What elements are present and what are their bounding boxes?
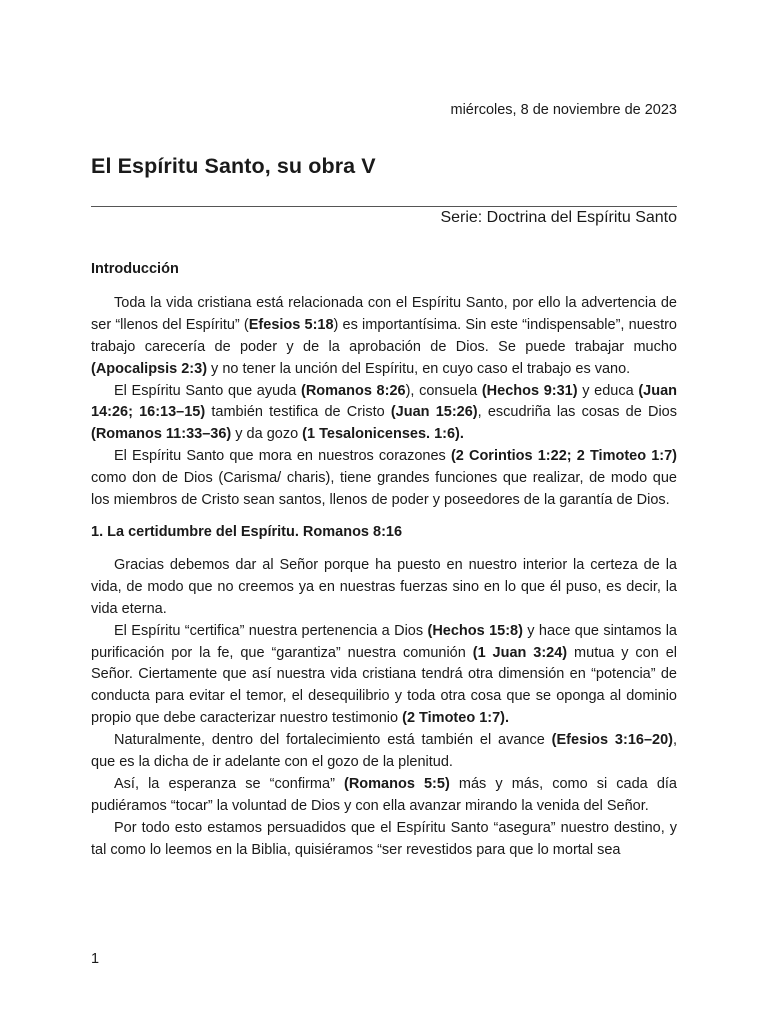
document-body (91, 259, 677, 862)
page-number: 1 (91, 951, 100, 967)
scripture-reference: (1 Tesalonicenses. 1:6). (302, 426, 464, 443)
scripture-reference: (Apocalipsis 2:3) (91, 360, 208, 377)
scripture-reference: (1 Juan 3:24) (472, 644, 568, 661)
section-1-paragraph: El Espíritu “certifica” nuestra pertenencia a Dios (Hechos 15:8) y hace que sintamos la purificación por la fe, que “garantiza” nuestra comunión (1 Juan 3:24) mutua y con el Señor. Ciertamente que así nuestra vida cristiana tendrá otra dimensión en “potencia” de conducta para evitar el temor, el desequilibrio y toda otra cosa que se oponga al dominio propio que debe caracterizar nuestro testimonio (2 Timoteo 1:7). (91, 622, 677, 727)
scripture-reference: (2 Timoteo 1:7). (402, 710, 510, 727)
series-subtitle: Serie: Doctrina del Espíritu Santo (440, 209, 677, 226)
section-1 (91, 555, 677, 862)
scripture-reference: Romanos 8:16 (302, 523, 403, 540)
scripture-reference: (Hechos 15:8) (427, 622, 523, 639)
document-title: El Espíritu Santo, su obra V (91, 154, 376, 178)
scripture-reference: 1. La certidumbre del Espíritu (91, 523, 295, 540)
intro-paragraph: El Espíritu Santo que ayuda (Romanos 8:26), consuela (Hechos 9:31) y educa (Juan 14:26; 16:13–15) también testifica de Cristo (Juan 15:26), escudriña las cosas de Dios (Romanos 11:33–36) y da gozo (1 Tesalonicenses. 1:6). (91, 382, 677, 443)
title-divider (91, 206, 677, 207)
intro-paragraph: Toda la vida cristiana está relacionada con el Espíritu Santo, por ello la advertencia de ser “llenos del Espíritu” (Efesios 5:18) es importantísima. Sin este “indispensable”, nuestro trabajo carecería de poder y de la aprobación de Dios. Se puede trabajar mucho (Apocalipsis 2:3) y no tener la unción del Espíritu, en cuyo caso el trabajo es vano. (91, 294, 677, 377)
scripture-reference: (Hechos 9:31) (481, 382, 578, 399)
scripture-reference: Efesios 5:18 (248, 316, 334, 333)
scripture-reference: (Romanos 11:33–36) (91, 426, 232, 443)
section-1-heading: 1. La certidumbre del Espíritu. Romanos 8:16 (91, 523, 403, 540)
scripture-reference: (Juan 14:26; 16:13–15) (91, 382, 677, 421)
scripture-reference: (Romanos 5:5) (344, 775, 450, 792)
section-1-paragraph: Naturalmente, dentro del fortalecimiento está también el avance (Efesios 3:16–20), que es la dicha de ir adelante con el gozo de la plenitud. (91, 732, 678, 771)
intro-section (91, 293, 677, 512)
scripture-reference: (Efesios 3:16–20) (551, 732, 673, 749)
section-1-paragraph: Gracias debemos dar al Señor porque ha puesto en nuestro interior la certeza de la vida, de modo que no creemos ya en nuestras fuerzas sino en lo que él puso, es decir, la vida eterna. (91, 556, 677, 617)
document-date: miércoles, 8 de noviembre de 2023 (450, 102, 677, 118)
scripture-reference: (2 Corintios 1:22; 2 Timoteo 1:7) (450, 448, 677, 465)
intro-heading: Introducción (91, 261, 179, 277)
section-1-paragraph: Así, la esperanza se “confirma” (Romanos 5:5) más y más, como si cada día pudiéramos “tocar” la voluntad de Dios y con ella avanzar mirando la venida del Señor. (91, 775, 677, 814)
scripture-reference: (Romanos 8:26 (300, 382, 406, 399)
section-1-paragraph: Por todo esto estamos persuadidos que el Espíritu Santo “asegura” nuestro destino, y tal como lo leemos en la Biblia, quisiéramos “ser revestidos para que lo mortal sea (91, 819, 677, 858)
scripture-reference: (Juan 15:26) (390, 404, 478, 421)
intro-paragraph: El Espíritu Santo que mora en nuestros corazones (2 Corintios 1:22; 2 Timoteo 1:7) como don de Dios (Carisma/ charis), tiene grandes funciones que realizar, de modo que los miembros de Cristo sean santos, llenos de poder y poseedores de la garantía de Dios. (91, 448, 677, 509)
